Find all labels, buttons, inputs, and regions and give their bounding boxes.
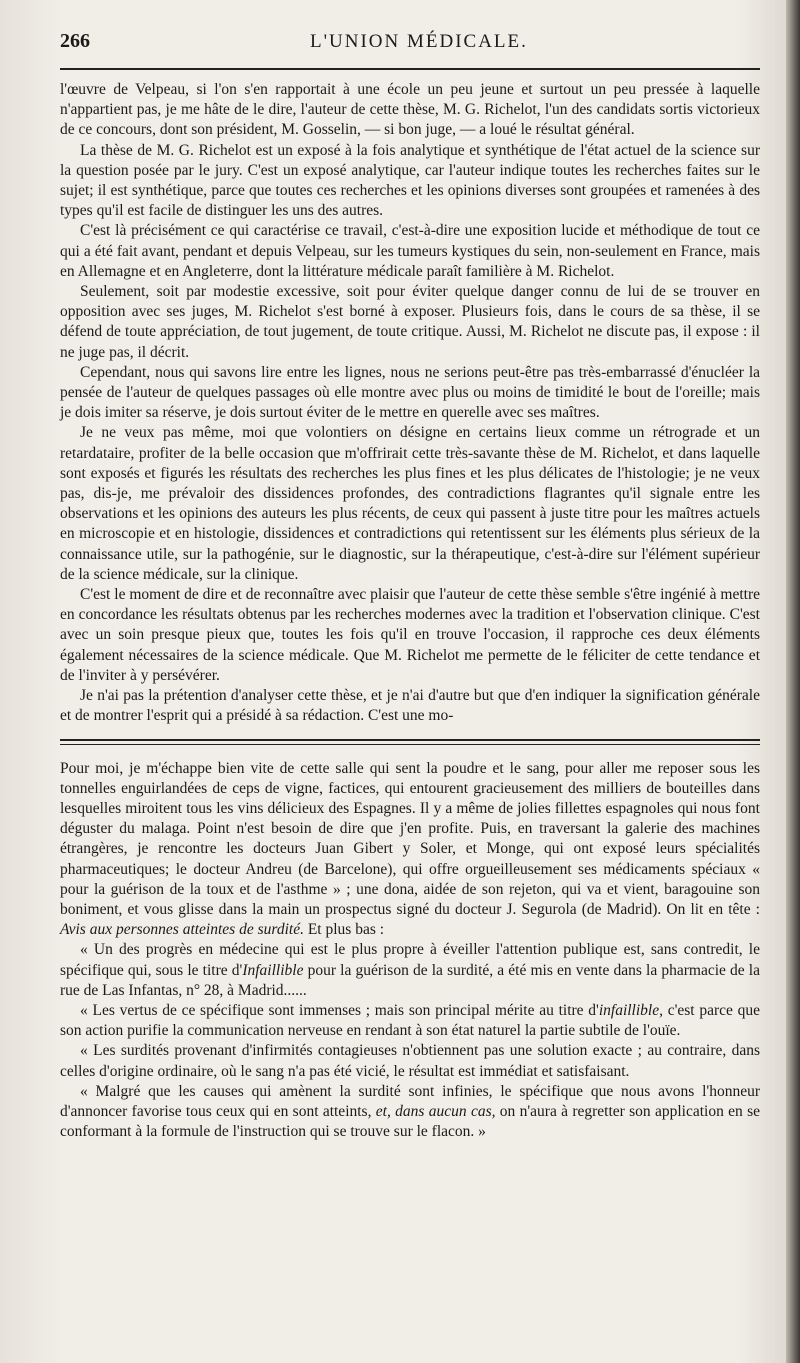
feuilleton-text: Pour moi, je m'échappe bien vite de cette salle qui sent la poudre et le sang, pour aller me reposer sous les tonnelles enguirlandées de ceps de vigne, factices, qui entourent gracieusement des milliers de bouteilles dans lesquelles miroitent tous les vins délicieux des Espagnes. Il y a même de jolies fillettes espagnoles qui nous font déguster du malaga. Point n'est besoin de dire que j'en profite. Puis, en traversant la galerie des machines étrangères, je rencontre les docteurs Juan Gibert y Soler, et Monge, qui ont exposé leurs spécialités pharmaceutiques; le docteur Andreu (de Barcelone), qui offre orgueilleusement ses médicaments spéciaux « pour la guérison de la toux et de l'asthme » ; une dona, aidée de son rejeton, qui va et vient, baragouine son boniment, et vous glisse dans la main un prospectus signé du docteur J. Segurola (de Madrid). On lit en tête : <box>60 759 760 918</box>
paragraph: Je ne veux pas même, moi que volontiers on désigne en certains lieux comme un rétrograde et un retardataire, profiter de la belle occasion que m'offrirait cette très-savante thèse de M. Richelot, et dans laquelle sont exposés et figurés les résultats des recherches les plus fines et les plus délicates de l'histologie; je ne veux pas, dis-je, me prévaloir des dissidences profondes, des contradictions flagrantes qu'il signale entre les observations et les opinions des auteurs les plus récents, de ceux qui passent à juste titre pour les maîtres actuels en microscopie et en histologie, dissidences et contradictions qui retentissent sur les éléments plus sérieux de la connaissance utile, sur la pathogénie, sur le diagnostic, sur la thérapeutique, c'est-à-dire sur l'élément supérieur de la science médicale, sur la clinique. <box>60 424 760 583</box>
paragraph: La thèse de M. G. Richelot est un exposé à la fois analytique et synthétique de l'état actuel de la science sur la question posée par le jury. C'est un exposé analytique, car l'auteur indique toutes les recherches faites sur le sujet; il est synthétique, parce que toutes ces recherches et les opinions diverses sont groupées et ramenées à des types qu'il est facile de distinguer les uns des autres. <box>60 141 760 220</box>
paragraph: Cependant, nous qui savons lire entre les lignes, nous ne serions peut-être pas très-embarrassé d'énucléer la pensée de l'auteur de quelques passages où elle montre avec plus ou moins de timidité le bout de l'oreille; mais je dois imiter sa réserve, je dois surtout éviter de le mettre en querelle avec ses maîtres. <box>60 363 760 422</box>
feuilleton-text: pour la guérison de la surdité, a été mis en vente dans la pharmacie de la rue de Las Infantas, n° 28, à Madrid...... <box>60 961 760 999</box>
feuilleton-paragraph <box>60 1001 760 1041</box>
feuilleton-paragraph <box>60 1082 760 1143</box>
feuilleton-text: c'est parce que son action purifie la communication nerveuse en rendant à son état naturel la partie subtile de l'ouïe. <box>60 1001 761 1040</box>
feuilleton-text: « Les vertus de ce spécifique sont immenses ; mais son principal mérite au titre d' <box>80 1001 599 1019</box>
feuilleton-italic: Avis aux personnes atteintes de surdité. <box>60 921 304 939</box>
feuilleton-paragraph <box>60 759 760 941</box>
feuilleton-paragraph <box>60 940 760 1001</box>
paragraph: C'est là précisément ce qui caractérise ce travail, c'est-à-dire une exposition lucide et méthodique de tout ce qui a été fait avant, pendant et depuis Velpeau, sur les tumeurs kystiques du sein, non-seulement en France, mais en Allemagne et en Angleterre, dont la littérature médicale paraît familière à M. Richelot. <box>60 222 760 280</box>
paragraph: C'est le moment de dire et de reconnaître avec plaisir que l'auteur de cette thèse semble s'être ingénié à mettre en concordance les résultats obtenus par les recherches modernes avec la tradition et l'observation clinique. C'est avec un soin presque pieux que, toutes les fois qu'il en trouve l'occasion, il rapproche ces deux éléments également nécessaires de la science médicale. Que M. Richelot me permette de le féliciter de cette tendance et de l'inviter à y persévérer. <box>60 586 760 684</box>
header-rule <box>60 68 760 70</box>
page-number: 266 <box>60 30 90 52</box>
paragraph: Seulement, soit par modestie excessive, soit pour éviter quelque danger connu de lui de se trouver en opposition avec ses juges, M. Richelot s'est borné à exposer. Plusieurs fois, dans le cours de sa thèse, il se défend de toute appréciation, de tout jugement, de toute critique. Aussi, M. Richelot ne discute pas, il expose : il ne juge pas, il décrit. <box>60 283 760 361</box>
feuilleton-text: « Un des progrès en médecine qui est le plus propre à éveiller l'attention publique est, sans contredit, le spécifique qui, sous le titre d' <box>60 941 760 979</box>
feuilleton-italic: et, dans aucun cas, <box>375 1102 496 1120</box>
feuilleton-text: Et plus bas : <box>307 921 385 939</box>
running-header <box>60 30 760 64</box>
feuilleton-italic: Infaillible <box>242 961 304 979</box>
feuilleton-separator <box>60 739 760 745</box>
journal-title: L'UNION MÉDICALE. <box>310 31 528 52</box>
feuilleton-body <box>60 759 760 1143</box>
feuilleton-text: on n'aura à regretter son application en se conformant à la formule de l'instruction qui se trouve sur le flacon. » <box>60 1102 760 1141</box>
feuilleton-italic: infaillible, <box>598 1001 663 1019</box>
paragraph: l'œuvre de Velpeau, si l'on s'en rapportait à une école un peu jeune et surtout un peu pressée à laquelle n'appartient pas, je me hâte de le dire, l'auteur de cette thèse, M. G. Richelot, l'un des candidats sortis victorieux de ce concours, dont son président, M. Gosselin, — si bon juge, — a loué le résultat général. <box>60 81 760 139</box>
page-spine <box>786 0 800 1363</box>
paragraph: Je n'ai pas la prétention d'analyser cette thèse, et je n'ai d'autre but que d'en indiquer la signification générale et de montrer l'esprit qui a présidé à sa rédaction. C'est une mo- <box>60 687 760 725</box>
article-body <box>60 80 760 727</box>
feuilleton-text: « Malgré que les causes qui amènent la surdité sont infinies, le spécifique que nous avons l'honneur d'annoncer favorise tous ceux qui en sont atteints, <box>60 1082 760 1120</box>
feuilleton-paragraph: « Les surdités provenant d'infirmités contagieuses n'obtiennent pas une solution exacte ; au contraire, dans celles d'origine ordinaire, où le sang n'a pas été vicié, le résultat est immédiat et satisfaisant. <box>60 1042 760 1080</box>
